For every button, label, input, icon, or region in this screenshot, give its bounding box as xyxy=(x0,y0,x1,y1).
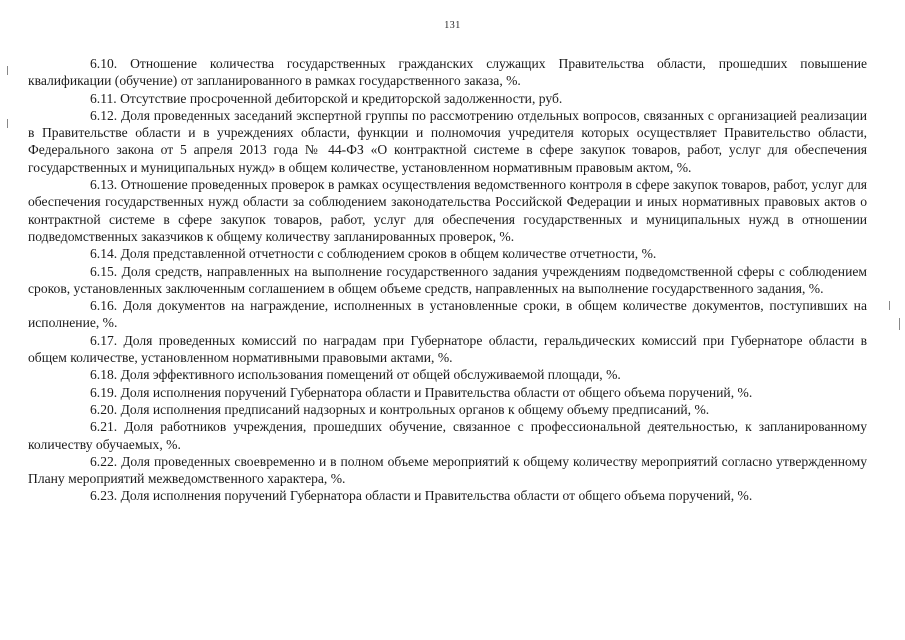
scan-margin-mark xyxy=(7,66,8,75)
scan-margin-mark xyxy=(7,119,8,128)
scan-margin-mark xyxy=(899,318,900,330)
document-body xyxy=(28,55,867,505)
paragraph-6-14: 6.14. Доля представленной отчетности с соблюдением сроков в общем количестве отчетности, %. xyxy=(90,246,657,262)
scan-margin-mark xyxy=(889,301,890,310)
paragraph-6-22: 6.22. Доля проведенных своевременно и в полном объеме мероприятий к общему количеству мероприятий согласно утвержденному Плану мероприятий межведомственного характера, %. xyxy=(28,453,867,487)
paragraph-6-23: 6.23. Доля исполнения поручений Губернатора области и Правительства области от общего объема поручений, %. xyxy=(90,488,753,504)
paragraph-6-12: 6.12. Доля проведенных заседаний экспертной группы по рассмотрению отдельных вопросов, связанных с организацией реализации в Правительстве области и в учреждениях области, функции и полномочия учредителя которых осуществляет Правительство области, Федерального закона от 5 апреля 2013 года № 44-ФЗ «О контрактной системе в сфере закупок товаров, работ, услуг для обеспечения государственных и муниципальных нужд» в общем количестве, установленном нормативным правовым актом, %. xyxy=(28,107,867,175)
paragraph-6-18: 6.18. Доля эффективного использования помещений от общей обслуживаемой площади, %. xyxy=(90,367,621,383)
paragraph-6-20: 6.20. Доля исполнения предписаний надзорных и контрольных органов к общему объему предписаний, %. xyxy=(90,401,710,417)
paragraph-6-11: 6.11. Отсутствие просроченной дебиторской и кредиторской задолженности, руб. xyxy=(90,90,563,106)
paragraph-6-17: 6.17. Доля проведенных комиссий по наградам при Губернаторе области, геральдических комиссий при Губернаторе области в общем количестве, установленном нормативными правовыми актами, %. xyxy=(28,332,867,366)
paragraph-6-16: 6.16. Доля документов на награждение, исполненных в установленные сроки, в общем количестве документов, поступивших на исполнение, %. xyxy=(28,298,867,331)
paragraph-6-15: 6.15. Доля средств, направленных на выполнение государственного задания учреждениям подведомственной сферы с соблюдением сроков, установленных заключенным соглашением в общем объеме средств, направленных на выполнение государственного задания, %. xyxy=(28,263,867,296)
page-number: 131 xyxy=(444,20,461,31)
paragraph-6-21: 6.21. Доля работников учреждения, прошедших обучение, связанное с профессиональной деятельностью, к запланированному количеству обучаемых, %. xyxy=(28,419,867,452)
paragraph-6-10: 6.10. Отношение количества государственных гражданских служащих Правительства области, прошедших повышение квалификации (обучение) от запланированного в рамках государственного заказа, %. xyxy=(28,56,867,89)
paragraph-6-19: 6.19. Доля исполнения поручений Губернатора области и Правительства области от общего объема поручений, %. xyxy=(90,384,753,400)
paragraph-6-13: 6.13. Отношение проведенных проверок в рамках осуществления ведомственного контроля в сфере закупок товаров, работ, услуг для обеспечения государственных нужд области за соблюдением законодательства Российской Федерации и иных нормативных правовых актов о контрактной системе в сфере закупок товаров, работ, услуг для обеспечения государственных и муниципальных нужд в отношении подведомственных заказчиков к общему количеству запланированных проверок, %. xyxy=(28,177,867,244)
